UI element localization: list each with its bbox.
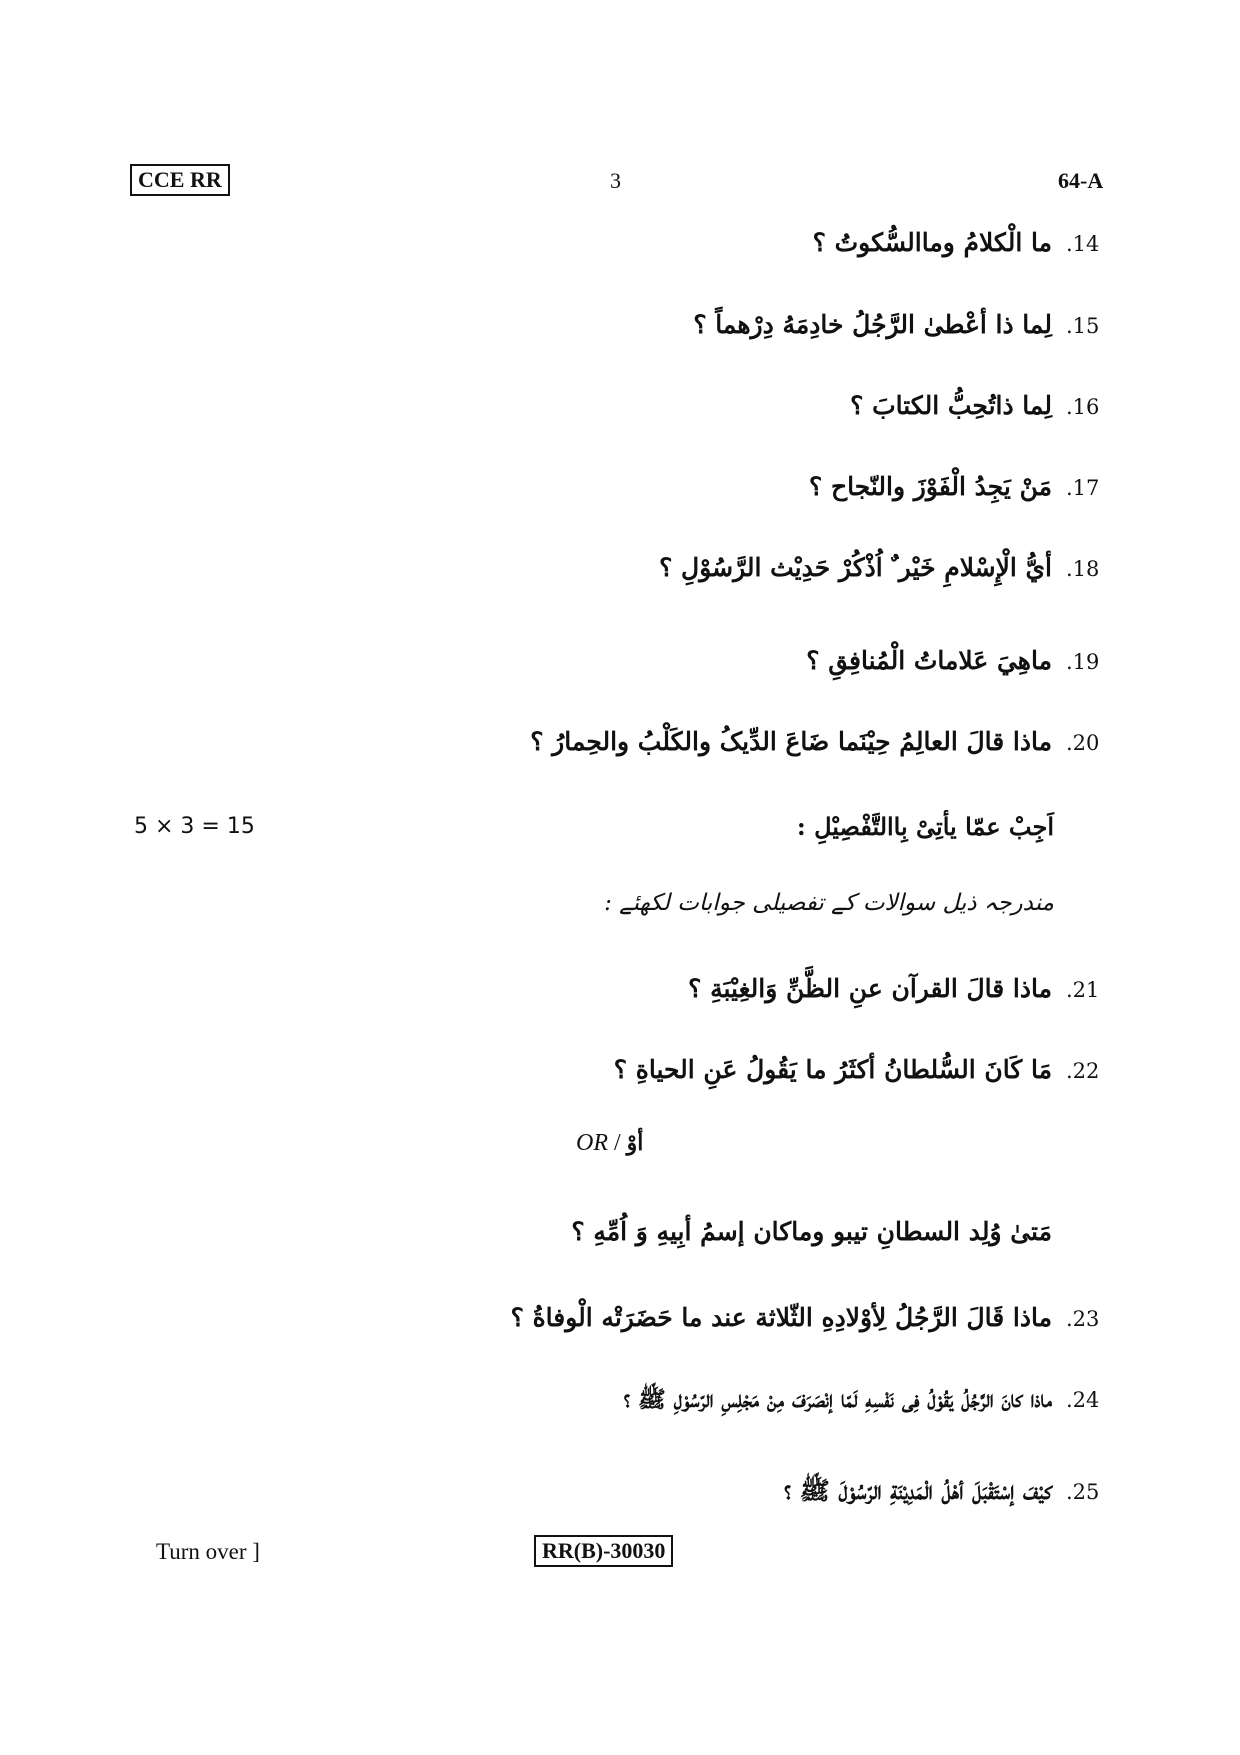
question-number: .20: [1066, 731, 1100, 755]
header-code-box: CCE RR: [130, 164, 230, 196]
question-number: .25: [1066, 1480, 1100, 1504]
question-text: مَتىٰ وُلِد السطانِ تيبو وماكان إسمُ أبِيهِ وَ اُمِّهِ ؟: [571, 1217, 1052, 1246]
paper-code: 64-A: [1058, 168, 1104, 193]
question-23: [110, 1303, 1110, 1332]
question-number: .14: [1066, 232, 1100, 256]
question-text: أيُّ الْإِسْلامِ خَيْر ٌ اُذْكُرْ حَدِيْث الرَّسُوْلِ ؟: [659, 553, 1052, 582]
question-text: كيْفَ إسْتَقْبَلَ أهْلُ الْمَدِيْنَةِ الرّسُوْلَ ﷺ ؟: [783, 1476, 1052, 1505]
question-22-alternative: [110, 1217, 1110, 1246]
question-16: [110, 391, 1110, 420]
turn-over-text: Turn over ]: [156, 1539, 260, 1564]
question-19: [110, 646, 1110, 675]
question-text: لِما ذا أعْطىٰ الرَّجُلُ خادِمَهُ دِرْهماً ؟: [693, 310, 1052, 339]
question-17: [110, 472, 1110, 501]
or-arabic: أوْ: [626, 1130, 644, 1156]
question-text: ماذا قَالَ الرَّجُلُ لِأوْلادِهِ الثّلاثة عند ما حَضَرَتْه الْوفاةُ ؟: [510, 1303, 1052, 1332]
or-english: OR: [576, 1130, 608, 1156]
question-25: [110, 1475, 1110, 1512]
question-21: [110, 974, 1110, 1003]
question-20: [110, 727, 1110, 756]
question-text: مَنْ يَجِدُ الْفَوْزَ والنّجاح ؟: [809, 472, 1052, 501]
question-24: [110, 1385, 1110, 1419]
instruction-urdu: مندرجہ ذیل سوالات کے تفصیلی جوابات لکھئے :: [604, 890, 1054, 916]
question-text: ماذا قالَ العالِمُ حِيْنَما ضَاعَ الدِّيکُ والكَلْبُ والحِمارُ ؟: [530, 727, 1052, 756]
question-number: .21: [1066, 978, 1100, 1002]
question-15: [110, 310, 1110, 339]
question-text: ماهِيَ عَلاماتُ الْمُنافِقِ ؟: [806, 646, 1052, 675]
question-text: ماذا قالَ القرآن عنِ الظَّنِّ وَالغِيْبَةِ ؟: [688, 974, 1052, 1003]
question-number: .16: [1066, 395, 1100, 419]
footer-code-box: RR(B)-30030: [534, 1535, 673, 1567]
question-22: [110, 1055, 1110, 1084]
question-18: [110, 553, 1110, 582]
question-14: [110, 228, 1110, 257]
question-number: .18: [1066, 557, 1100, 581]
question-number: .24: [1066, 1388, 1100, 1412]
question-text: ماذا كانَ الرَّجُلُ يَقُوْلُ فِى نَفْسِهِ لَمّا إنْصَرَفَ مِنْ مَجْلِسِ الرّسُوْلِ ﷺ ؟: [623, 1386, 1052, 1413]
page-number: 3: [610, 168, 621, 193]
question-number: .15: [1066, 314, 1100, 338]
question-text: ما الْكلامُ وماالسُّكوتُ ؟: [812, 228, 1052, 257]
question-number: .23: [1066, 1307, 1100, 1331]
question-text: لِما ذاتُحِبُّ الكتابَ ؟: [850, 391, 1052, 420]
question-number: .22: [1066, 1059, 1100, 1083]
section-marks: 5 × 3 = 15: [134, 814, 255, 839]
instruction-arabic: اَجِبْ عمّا يأتِىْ بِاالتَّفْصِيْلِ :: [796, 812, 1054, 841]
or-label: [576, 1130, 643, 1157]
or-separator: /: [608, 1130, 627, 1156]
question-number: .19: [1066, 650, 1100, 674]
question-number: .17: [1066, 476, 1100, 500]
question-text: مَا كَانَ السُّلطانُ أكثَرُ ما يَقُولُ عَنِ الحياةِ ؟: [613, 1055, 1052, 1084]
